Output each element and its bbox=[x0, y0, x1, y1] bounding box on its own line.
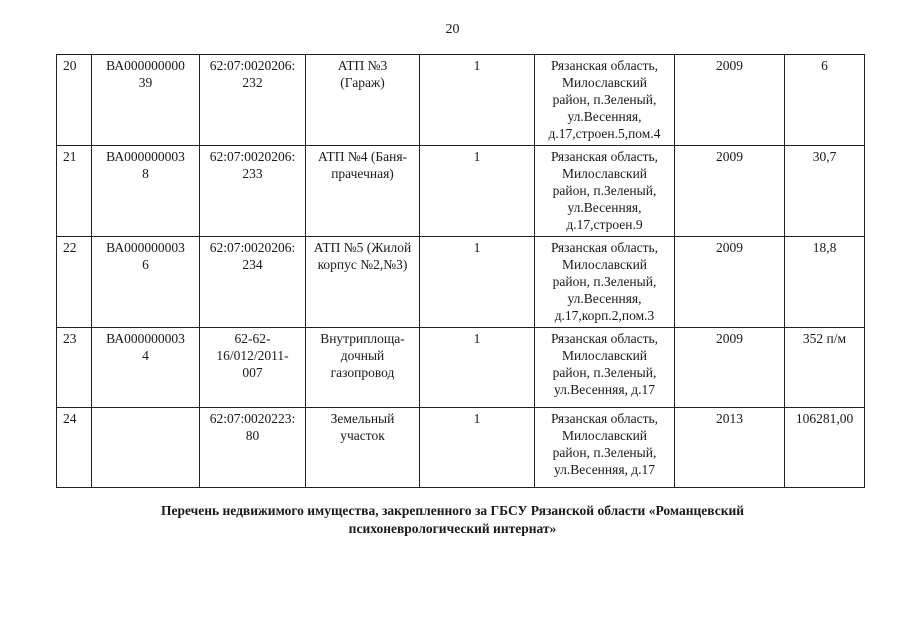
cell-object-name bbox=[306, 55, 420, 146]
cell-inventory-number-line: 39 bbox=[138, 75, 153, 90]
cell-object-name-line: прачечная) bbox=[331, 166, 394, 181]
cell-object-name-line: АТП №5 (Жилой bbox=[313, 240, 412, 255]
cell-year: 2009 bbox=[675, 55, 785, 146]
cell-address-line: д.17,строен.5,пом.4 bbox=[548, 126, 661, 141]
cell-object-name bbox=[306, 237, 420, 328]
footer-caption-line: Перечень недвижимого имущества, закрепленного за ГБСУ Рязанской области «Романцевский bbox=[160, 503, 745, 518]
cell-address-line: Рязанская область, bbox=[550, 149, 659, 164]
cell-year: 2009 bbox=[675, 237, 785, 328]
cell-cadastral-number-line: 007 bbox=[242, 365, 263, 380]
cell-address-line: Милославский bbox=[561, 166, 648, 181]
cell-object-name-line: участок bbox=[340, 428, 385, 443]
cell-address-line: Милославский bbox=[561, 75, 648, 90]
cell-area: 18,8 bbox=[785, 237, 865, 328]
cell-number: 22 bbox=[57, 237, 92, 328]
cell-quantity: 1 bbox=[420, 146, 535, 237]
cell-address-line: Милославский bbox=[561, 257, 648, 272]
cell-address-line: д.17,строен.9 bbox=[566, 217, 643, 232]
cell-quantity: 1 bbox=[420, 55, 535, 146]
cell-cadastral-number bbox=[200, 408, 306, 488]
cell-cadastral-number-line: 233 bbox=[242, 166, 263, 181]
cell-cadastral-number-line: 62-62- bbox=[234, 331, 271, 346]
cell-area: 106281,00 bbox=[785, 408, 865, 488]
cell-number: 20 bbox=[57, 55, 92, 146]
cell-inventory-number bbox=[92, 146, 200, 237]
cell-object-name bbox=[306, 328, 420, 408]
cell-object-name-line: (Гараж) bbox=[340, 75, 385, 90]
property-table bbox=[56, 54, 865, 488]
cell-number: 24 bbox=[57, 408, 92, 488]
cell-inventory-number-line: ВА000000000 bbox=[106, 58, 185, 73]
cell-inventory-number-line: 8 bbox=[142, 166, 149, 181]
cell-address-line: ул.Весенняя, bbox=[567, 109, 642, 124]
cell-address-line: Рязанская область, bbox=[550, 411, 659, 426]
cell-cadastral-number bbox=[200, 328, 306, 408]
cell-cadastral-number-line: 62:07:0020223: bbox=[209, 411, 296, 426]
cell-address-line: д.17,корп.2,пом.3 bbox=[554, 308, 655, 323]
cell-area: 6 bbox=[785, 55, 865, 146]
cell-cadastral-number-line: 80 bbox=[245, 428, 260, 443]
cell-address-line: Рязанская область, bbox=[550, 58, 659, 73]
cell-address-line: Рязанская область, bbox=[550, 331, 659, 346]
cell-cadastral-number-line: 62:07:0020206: bbox=[209, 149, 296, 164]
cell-address bbox=[535, 146, 675, 237]
cell-address-line: Рязанская область, bbox=[550, 240, 659, 255]
cell-address-line: ул.Весенняя, д.17 bbox=[553, 462, 656, 477]
cell-cadastral-number-line: 232 bbox=[242, 75, 263, 90]
cell-object-name-line: АТП №3 bbox=[337, 58, 388, 73]
cell-year: 2009 bbox=[675, 146, 785, 237]
cell-object-name-line: Внутриплоща- bbox=[320, 331, 405, 346]
cell-year: 2013 bbox=[675, 408, 785, 488]
cell-address-line: район, п.Зеленый, bbox=[552, 274, 657, 289]
cell-object-name-line: газопровод bbox=[330, 365, 395, 380]
cell-cadastral-number-line: 234 bbox=[242, 257, 263, 272]
cell-object-name bbox=[306, 408, 420, 488]
cell-inventory-number-line: ВА000000003 bbox=[106, 149, 185, 164]
table-row bbox=[57, 328, 865, 408]
table-row bbox=[57, 237, 865, 328]
cell-inventory-number bbox=[92, 408, 200, 488]
cell-address-line: Милославский bbox=[561, 428, 648, 443]
cell-cadastral-number-line: 62:07:0020206: bbox=[209, 240, 296, 255]
cell-object-name-line: АТП №4 (Баня- bbox=[317, 149, 408, 164]
cell-quantity: 1 bbox=[420, 237, 535, 328]
cell-inventory-number bbox=[92, 328, 200, 408]
cell-cadastral-number bbox=[200, 237, 306, 328]
cell-address bbox=[535, 328, 675, 408]
cell-inventory-number-line: 4 bbox=[142, 348, 149, 363]
cell-address-line: район, п.Зеленый, bbox=[552, 445, 657, 460]
cell-area: 30,7 bbox=[785, 146, 865, 237]
footer-caption-line: психоневрологический интернат» bbox=[348, 521, 557, 536]
cell-address-line: ул.Весенняя, bbox=[567, 200, 642, 215]
page-number: 20 bbox=[445, 22, 460, 37]
cell-quantity: 1 bbox=[420, 408, 535, 488]
table-row bbox=[57, 55, 865, 146]
cell-cadastral-number bbox=[200, 146, 306, 237]
table-body bbox=[57, 55, 865, 488]
cell-year: 2009 bbox=[675, 328, 785, 408]
cell-address-line: район, п.Зеленый, bbox=[552, 92, 657, 107]
cell-number: 21 bbox=[57, 146, 92, 237]
cell-inventory-number-line: 6 bbox=[142, 257, 149, 272]
cell-inventory-number bbox=[92, 55, 200, 146]
footer-caption bbox=[90, 502, 815, 538]
cell-address-line: район, п.Зеленый, bbox=[552, 183, 657, 198]
cell-object-name-line: Земельный bbox=[330, 411, 395, 426]
cell-address bbox=[535, 55, 675, 146]
cell-cadastral-number-line: 62:07:0020206: bbox=[209, 58, 296, 73]
cell-number: 23 bbox=[57, 328, 92, 408]
table-row bbox=[57, 146, 865, 237]
cell-cadastral-number-line: 16/012/2011- bbox=[216, 348, 289, 363]
cell-inventory-number bbox=[92, 237, 200, 328]
cell-address-line: район, п.Зеленый, bbox=[552, 365, 657, 380]
cell-object-name bbox=[306, 146, 420, 237]
cell-address bbox=[535, 237, 675, 328]
cell-object-name-line: корпус №2,№3) bbox=[317, 257, 408, 272]
cell-inventory-number-line: ВА000000003 bbox=[106, 240, 185, 255]
cell-cadastral-number bbox=[200, 55, 306, 146]
cell-address bbox=[535, 408, 675, 488]
cell-address-line: Милославский bbox=[561, 348, 648, 363]
cell-address-line: ул.Весенняя, bbox=[567, 291, 642, 306]
cell-quantity: 1 bbox=[420, 328, 535, 408]
cell-address-line: ул.Весенняя, д.17 bbox=[553, 382, 656, 397]
table-row bbox=[57, 408, 865, 488]
cell-inventory-number-line: ВА000000003 bbox=[106, 331, 185, 346]
cell-area: 352 п/м bbox=[785, 328, 865, 408]
cell-object-name-line: дочный bbox=[340, 348, 385, 363]
